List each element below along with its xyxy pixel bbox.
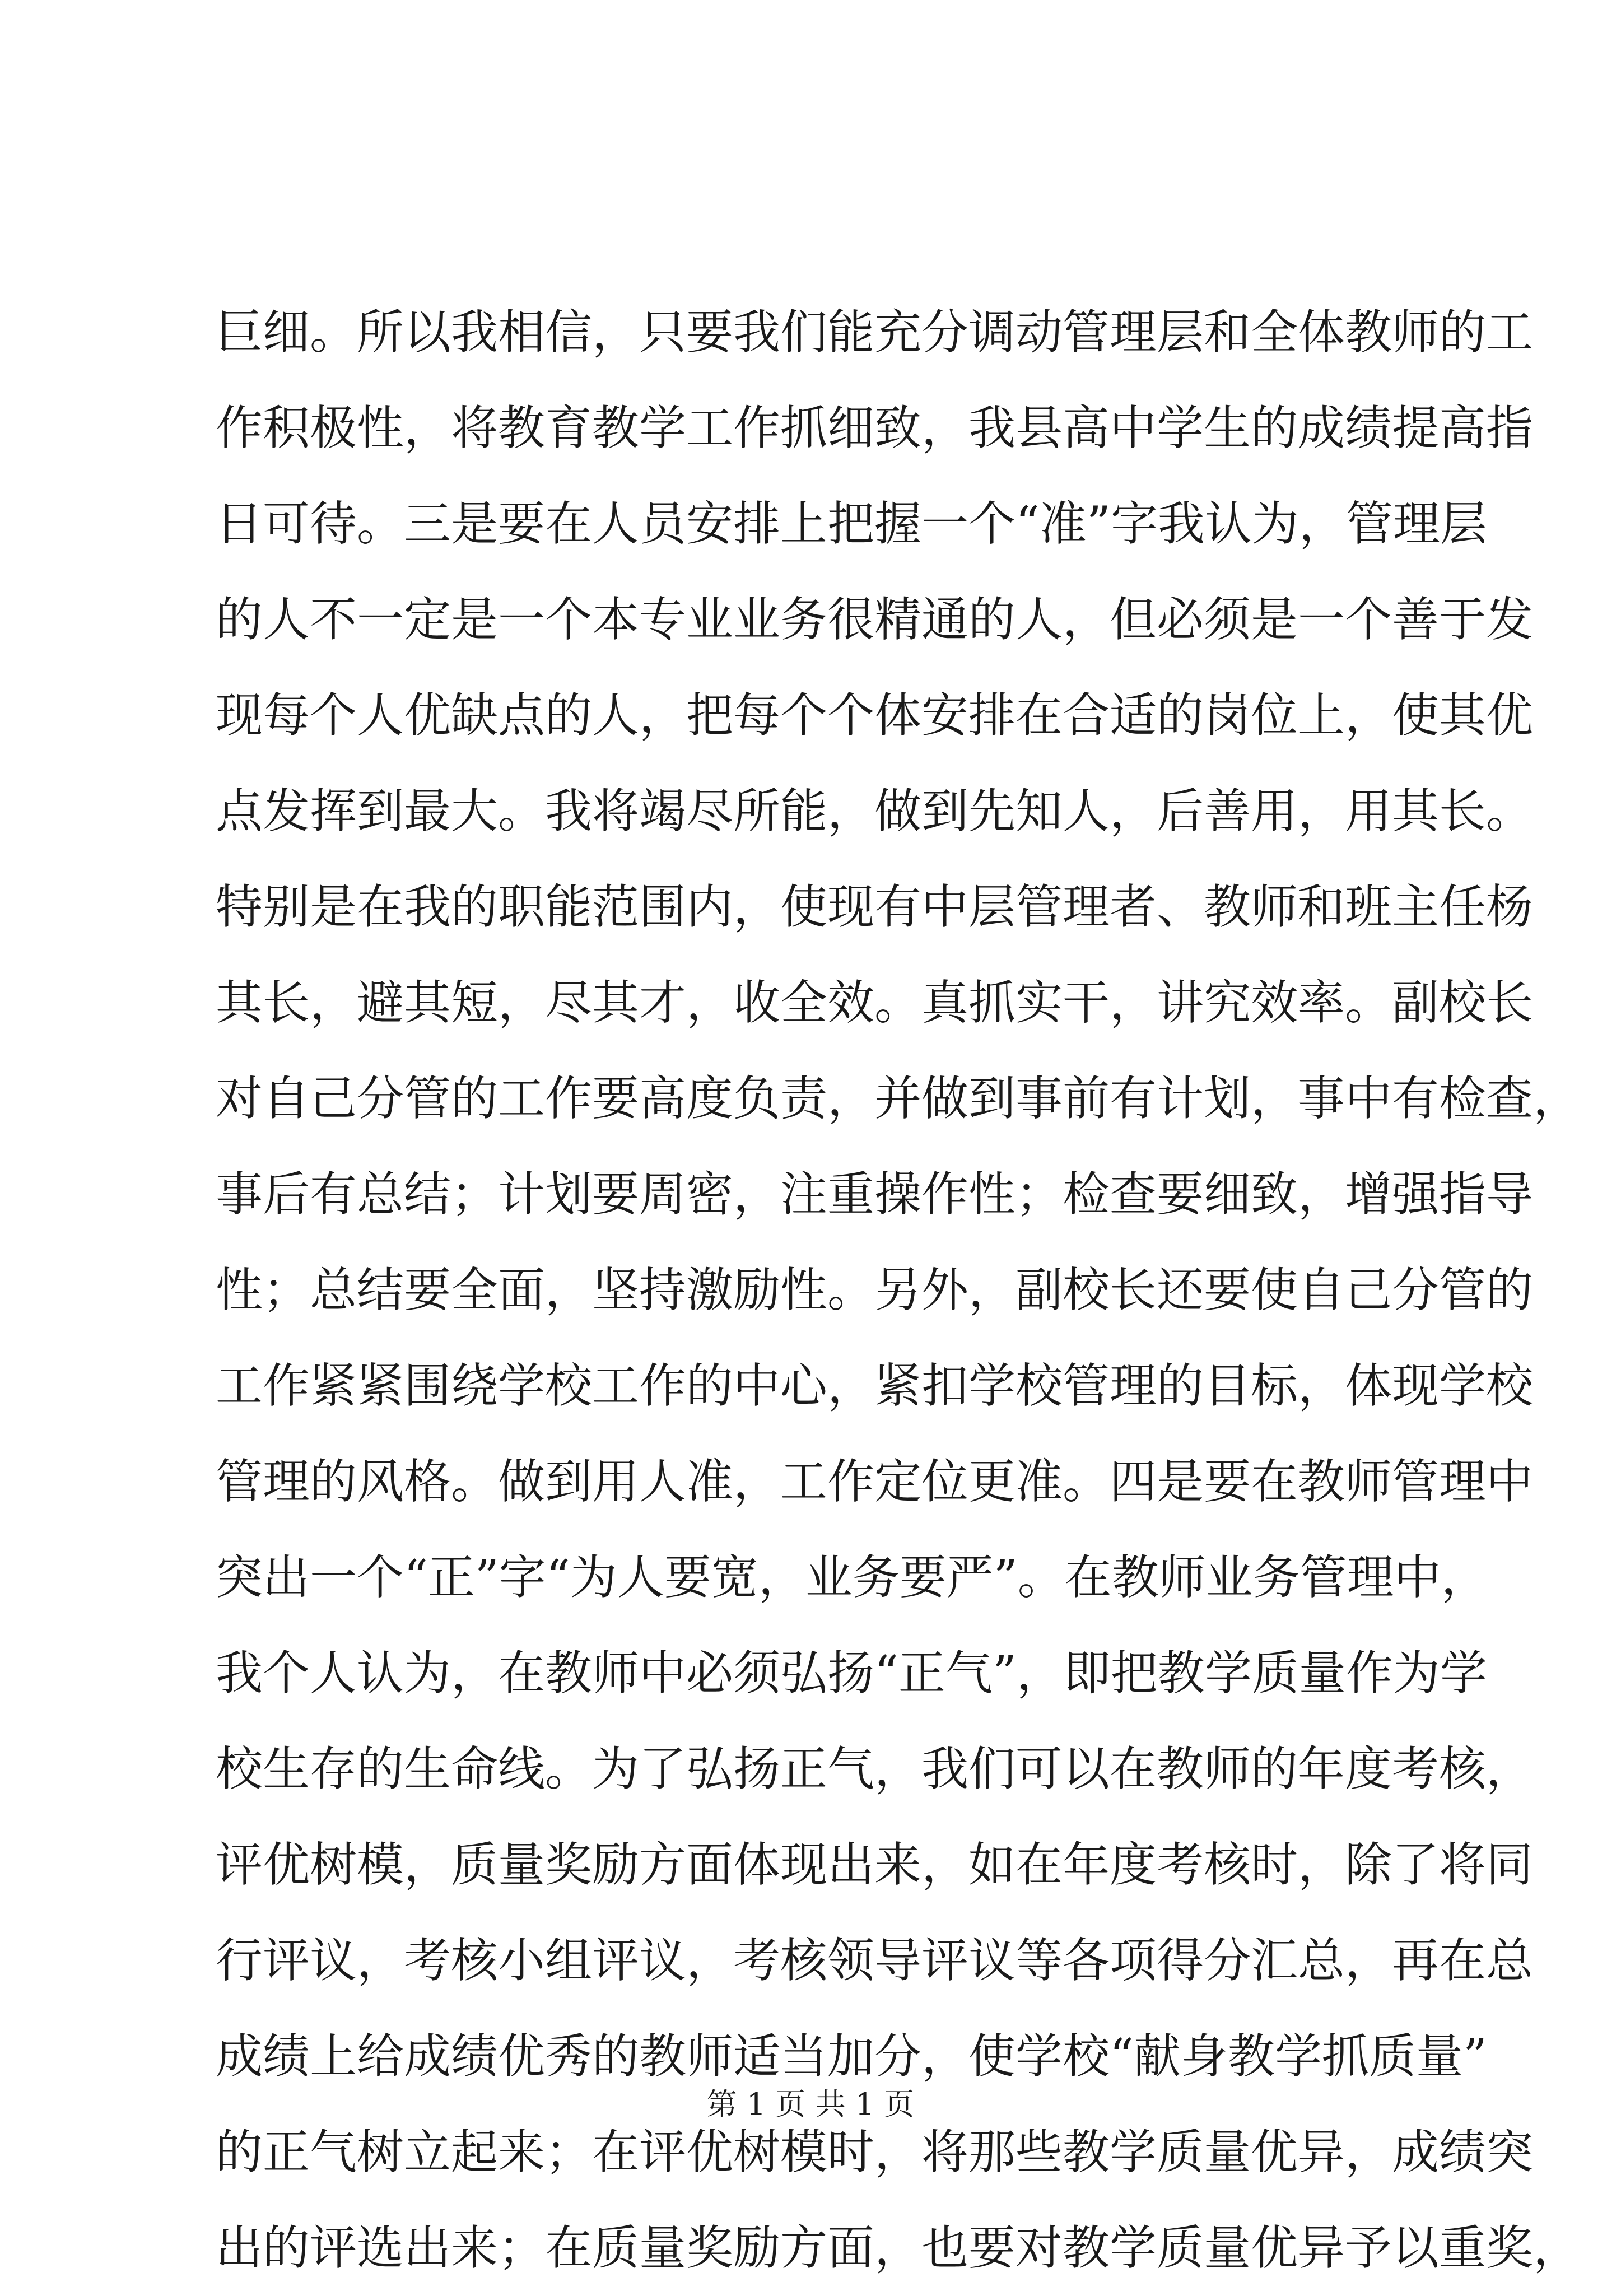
text-line-18: 行评议，考核小组评议，考核领导评议等各项得分汇总，再在总	[216, 1933, 1534, 1988]
text-line-20: 的正气树立起来；在评优树模时，将那些教学质量优异，成绩突	[216, 2125, 1534, 2179]
text-line-14: 突出一个“正”字“为人要宽，业务要严”。在教师业务管理中，	[216, 1550, 1488, 1605]
text-line-8: 其长，避其短，尽其才，收全效。真抓实干，讲究效率。副校长	[216, 975, 1534, 1030]
text-line-6: 点发挥到最大。我将竭尽所能，做到先知人，后善用，用其长。	[216, 784, 1534, 839]
text-line-17: 评优树模，质量奖励方面体现出来，如在年度考核时，除了将同	[216, 1837, 1534, 1892]
text-line-13: 管理的风格。做到用人准，工作定位更准。四是要在教师管理中	[216, 1454, 1534, 1509]
text-line-4: 的人不一定是一个本专业业务很精通的人，但必须是一个善于发	[216, 592, 1534, 647]
page-footer	[0, 2085, 1621, 2124]
text-line-19: 成绩上给成绩优秀的教师适当加分，使学校“献身教学抓质量”	[216, 2029, 1487, 2084]
text-line-2: 作积极性，将教育教学工作抓细致，我县高中学生的成绩提高指	[216, 400, 1534, 455]
text-line-11: 性；总结要全面，坚持激励性。另外，副校长还要使自己分管的	[216, 1263, 1534, 1317]
text-line-21: 出的评选出来；在质量奖励方面，也要对教学质量优异予以重奖，	[216, 2220, 1581, 2275]
body-paragraph	[216, 285, 1581, 2296]
text-line-10: 事后有总结；计划要周密，注重操作性；检查要细致，增强指导	[216, 1167, 1534, 1222]
text-line-16: 校生存的生命线。为了弘扬正气，我们可以在教师的年度考核，	[216, 1741, 1534, 1796]
text-line-9: 对自己分管的工作要高度负责，并做到事前有计划，事中有检查，	[216, 1071, 1581, 1126]
text-line-7: 特别是在我的职能范围内，使现有中层管理者、教师和班主任杨	[216, 879, 1534, 934]
text-line-12: 工作紧紧围绕学校工作的中心，紧扣学校管理的目标，体现学校	[216, 1358, 1534, 1413]
text-line-15: 我个人认为，在教师中必须弘扬“正气”，即把教学质量作为学	[216, 1646, 1487, 1701]
text-line-1: 巨细。所以我相信，只要我们能充分调动管理层和全体教师的工	[216, 305, 1534, 360]
text-line-5: 现每个人优缺点的人，把每个个体安排在合适的岗位上，使其优	[216, 688, 1534, 743]
text-line-3: 日可待。三是要在人员安排上把握一个“准”字我认为，管理层	[216, 496, 1487, 551]
page-number-label: 第 1 页 共 1 页	[706, 2087, 915, 2122]
